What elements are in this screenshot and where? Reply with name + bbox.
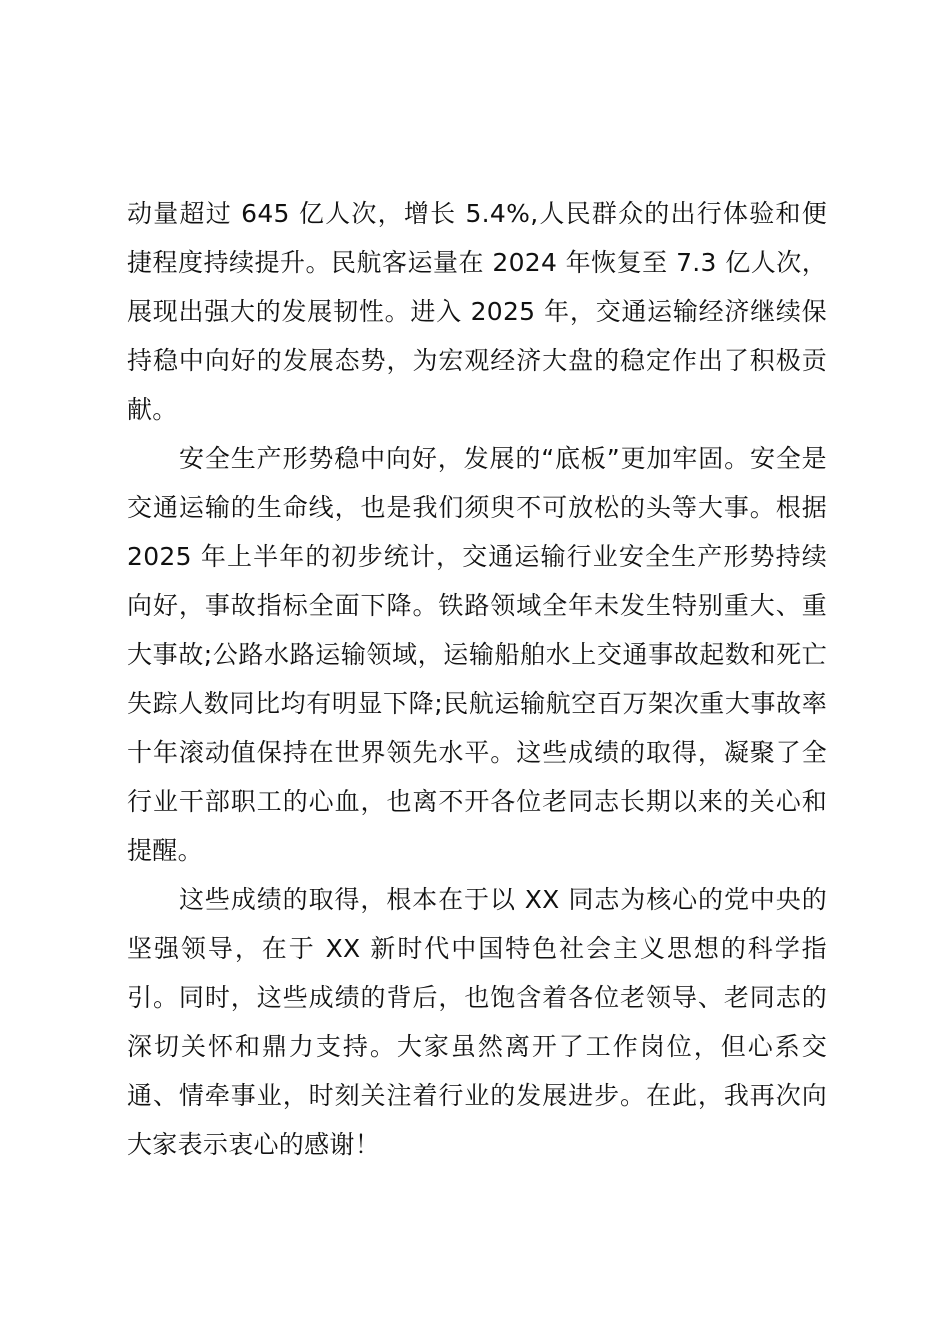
body-text (127, 189, 827, 1169)
paragraph-achievements: 这些成绩的取得，根本在于以 XX 同志为核心的党中央的坚强领导，在于 XX 新时代中国特色社会主义思想的科学指引。同时，这些成绩的背后，也饱含着各位老领导、老同志的深切关怀和鼎力支持。大家虽然离开了工作岗位，但心系交通、情牵事业，时刻关注着行业的发展进步。在此，我再次向大家表示衷心的感谢！ (127, 885, 827, 1159)
paragraph-continuation: 动量超过 645 亿人次，增长 5.4%,人民群众的出行体验和便捷程度持续提升。民航客运量在 2024 年恢复至 7.3 亿人次，展现出强大的发展韧性。进入 2025 年，交通运输经济继续保持稳中向好的发展态势，为宏观经济大盘的稳定作出了积极贡献。 (127, 199, 827, 424)
paragraph-safety: 安全生产形势稳中向好，发展的“底板”更加牢固。安全是交通运输的生命线，也是我们须臾不可放松的头等大事。根据 2025 年上半年的初步统计，交通运输行业安全生产形势持续向好，事故指标全面下降。铁路领域全年未发生特别重大、重大事故;公路水路运输领域，运输船舶水上交通事故起数和死亡失踪人数同比均有明显下降;民航运输航空百万架次重大事故率十年滚动值保持在世界领先水平。这些成绩的取得，凝聚了全行业干部职工的心血，也离不开各位老同志长期以来的关心和提醒。 (127, 444, 827, 865)
